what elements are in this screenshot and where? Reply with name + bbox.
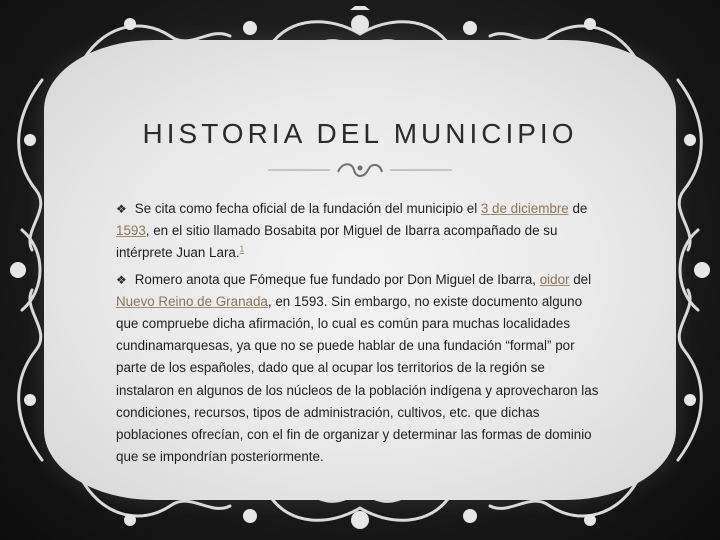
slide-title: HISTORIA DEL MUNICIPIO (142, 118, 578, 149)
paragraph-text: del (569, 271, 592, 287)
text-link[interactable]: oidor (539, 271, 570, 287)
text-link[interactable]: 3 de diciembre (480, 201, 569, 216)
paragraph-text: Se cita como fecha oficial de la fundación del municipio el (134, 201, 481, 216)
title-flourish-icon (268, 158, 452, 182)
paragraph-text: Romero anota que Fómeque fue fundado por Don Miguel de Ibarra, (134, 271, 540, 287)
slide-body (116, 198, 606, 472)
diamond-bullet-icon: ❖ (116, 202, 127, 216)
text-link[interactable]: Nuevo Reino de Granada (116, 293, 268, 309)
footnote-link[interactable]: 1 (239, 244, 245, 254)
text-link[interactable]: 1593 (116, 223, 146, 239)
paragraph-text: , en el sitio llamado Bosabita por Miguel de Ibarra acompañado de su intérprete Juan Lara. (116, 223, 558, 261)
diamond-bullet-icon: ❖ (116, 272, 127, 287)
bullet-paragraph (116, 198, 606, 265)
bullet-paragraph (116, 269, 606, 469)
paragraph-text: , en 1593. Sin embargo, no existe documento alguno que compruebe dicha afirmación, lo cual es común para muchas localidades cundinamarquesas, ya que no se puede hablar de una fundación “formal” por parte de los españoles, dado que al ocupar los territorios de la región se instalaron en algunos de los núcleos de la población indígena y aprovecharon las condiciones, recursos, tipos de administración, cultivos, etc. que dichas poblaciones ofrecían, con el fin de organizar y determinar las formas de dominio que se impondrían posteriormente. (116, 293, 599, 465)
paragraph-text: de (568, 201, 588, 216)
